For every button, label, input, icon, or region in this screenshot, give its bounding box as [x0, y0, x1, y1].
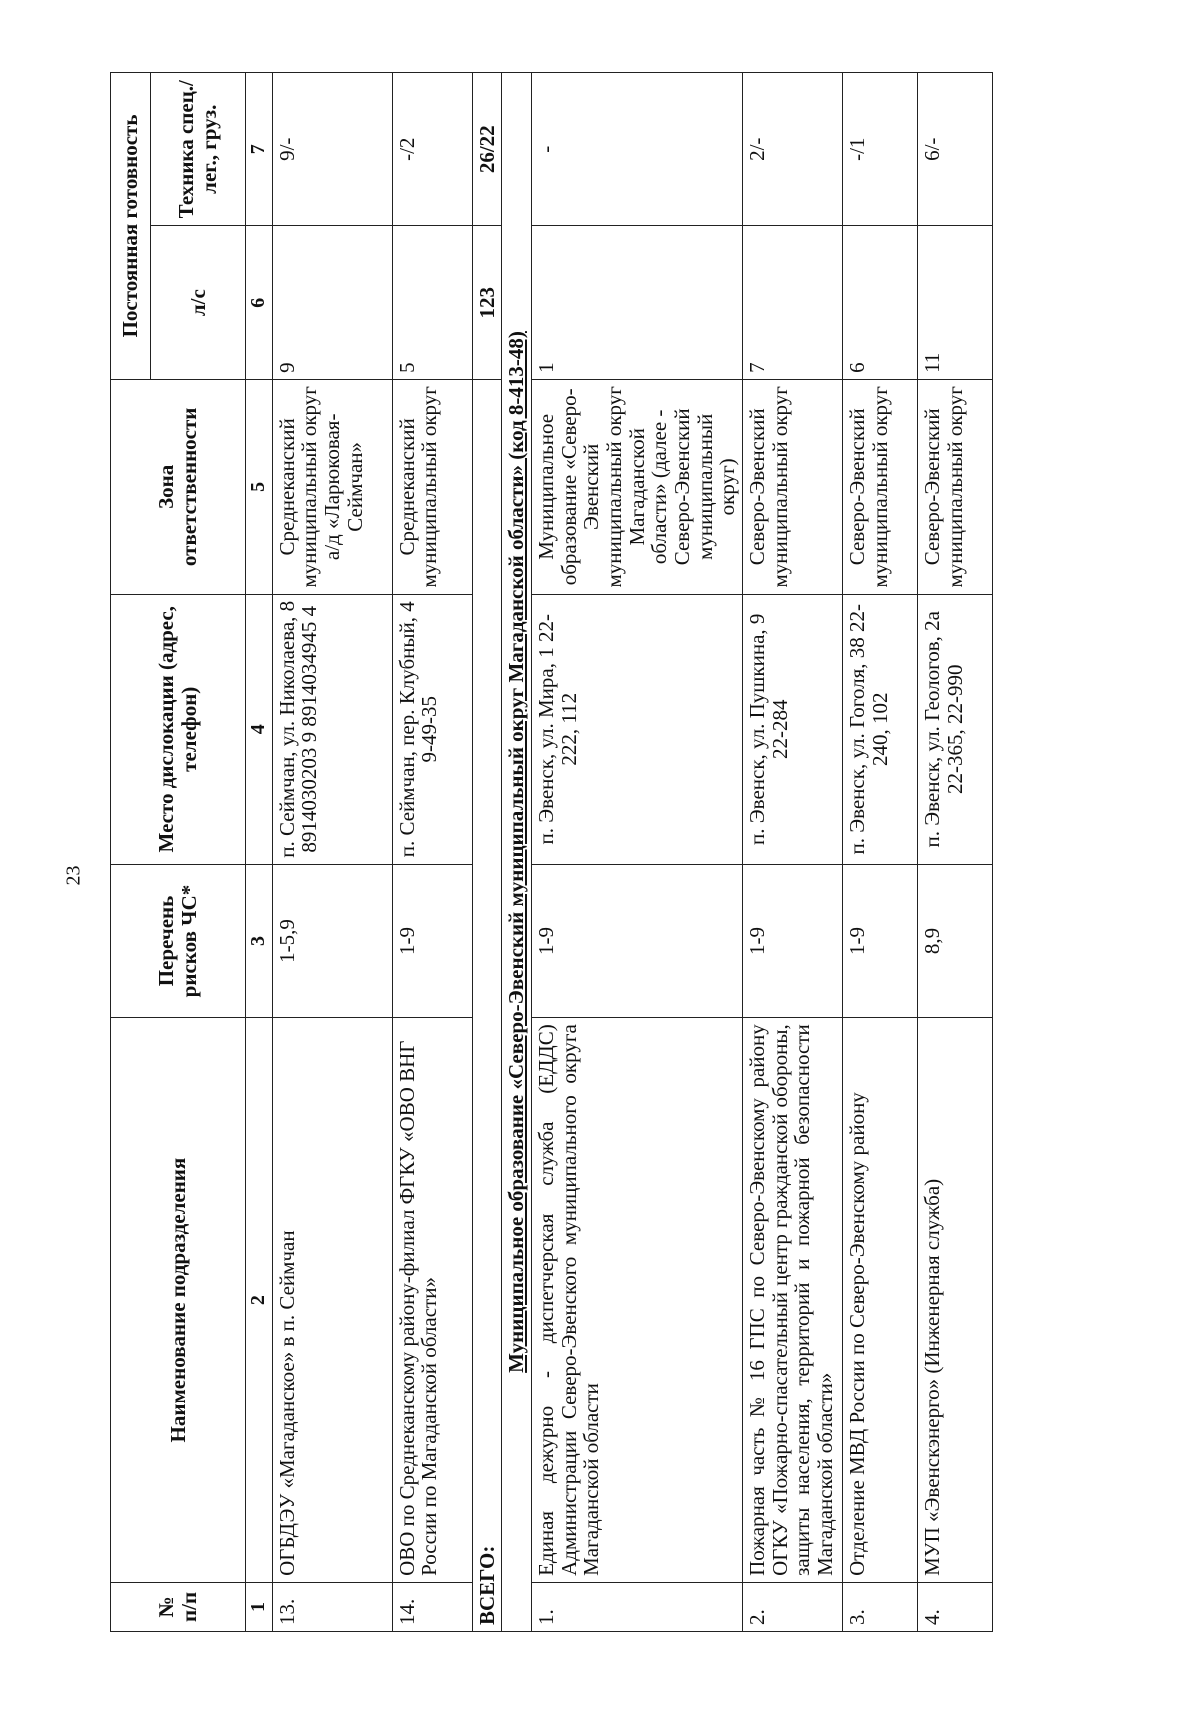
row-tech: -/2 [392, 73, 472, 226]
table-row [272, 73, 392, 1632]
header-num: № п/п [111, 1582, 246, 1631]
total-tech: 26/22 [472, 73, 502, 226]
row-tech: 2/- [742, 73, 842, 226]
row-staff: 9 [272, 226, 392, 379]
table-row [531, 73, 742, 1632]
header-zone: Зона ответственности [111, 379, 246, 594]
row-staff: 5 [392, 226, 472, 379]
row-num: 2. [742, 1582, 842, 1631]
row-tech: -/1 [842, 73, 917, 226]
row-name: ОВО по Среднеканскому району-филиал ФГКУ «ОВО ВНГ России по Магаданской области» [392, 1018, 472, 1583]
units-table [110, 72, 993, 1632]
total-row [472, 73, 502, 1632]
table-row [392, 73, 472, 1632]
section-title: Муниципальное образование «Северо-Эвенский муниципальный округ Магаданской области» (код 8-413-48) [502, 73, 532, 1632]
row-staff: 6 [842, 226, 917, 379]
row-risks: 1-9 [531, 864, 742, 1017]
header-row [111, 73, 151, 1632]
header-location: Место дислокации (адрес, телефон) [111, 594, 246, 864]
row-num: 4. [917, 1582, 992, 1631]
col-number: 1 [246, 1582, 273, 1631]
row-zone: Северо-Эвенский муниципальный округ [842, 379, 917, 594]
col-number: 3 [246, 864, 273, 1017]
col-number: 2 [246, 1018, 273, 1583]
row-risks: 1-9 [392, 864, 472, 1017]
row-zone: Северо-Эвенский муниципальный округ [742, 379, 842, 594]
row-location: п. Эвенск, ул. Мира, 1 22-222, 112 [531, 594, 742, 864]
total-label: ВСЕГО: [472, 379, 502, 1631]
col-number: 5 [246, 379, 273, 594]
row-staff: 11 [917, 226, 992, 379]
col-number: 4 [246, 594, 273, 864]
row-name: ОГБДЭУ «Магаданское» в п. Сеймчан [272, 1018, 392, 1583]
row-zone: Северо-Эвенский муниципальный округ [917, 379, 992, 594]
header-readiness: Постоянная готовность [111, 73, 151, 380]
header-tech: Техника спец./лег., груз. [151, 73, 246, 226]
col-number: 7 [246, 73, 273, 226]
row-num: 1. [531, 1582, 742, 1631]
table-row [917, 73, 992, 1632]
section-heading-row [502, 73, 532, 1632]
row-name: Единая дежурно - диспетчерская служба (ЕДДС) Администрации Северо-Эвенского муниципального округа Магаданской области [531, 1018, 742, 1583]
row-location: п. Эвенск, ул. Геологов, 2а 22-365, 22-990 [917, 594, 992, 864]
header-staff: л/с [151, 226, 246, 379]
column-numbers-row [246, 73, 273, 1632]
row-risks: 1-9 [742, 864, 842, 1017]
row-zone: Среднеканский муниципальный округ а/д «Ларюковая-Сеймчан» [272, 379, 392, 594]
page-number: 23 [62, 865, 85, 886]
row-num: 13. [272, 1582, 392, 1631]
rotated-page-content [110, 72, 1070, 1632]
row-staff: 1 [531, 226, 742, 379]
header-risks: Перечень рисков ЧС* [111, 864, 246, 1017]
row-name: МУП «Эвенскэнерго» (Инженерная служба) [917, 1018, 992, 1583]
row-tech: - [531, 73, 742, 226]
row-zone: Муниципальное образование «Северо-Эвенский муниципальный округ Магаданской области» (далее - Северо-Эвенский муниципальный округ) [531, 379, 742, 594]
row-tech: 9/- [272, 73, 392, 226]
row-zone: Среднеканский муниципальный округ [392, 379, 472, 594]
row-staff: 7 [742, 226, 842, 379]
row-risks: 1-9 [842, 864, 917, 1017]
header-name: Наименование подразделения [111, 1018, 246, 1583]
row-location: п. Сеймчан, пер. Клубный, 4 9-49-35 [392, 594, 472, 864]
row-location: п. Эвенск, ул. Пушкина, 9 22-284 [742, 594, 842, 864]
row-location: п. Сеймчан, ул. Николаева, 8 8914030203 9 8914034945 4 [272, 594, 392, 864]
row-num: 3. [842, 1582, 917, 1631]
col-number: 6 [246, 226, 273, 379]
row-num: 14. [392, 1582, 472, 1631]
row-name: Отделение МВД России по Северо-Эвенскому району [842, 1018, 917, 1583]
row-risks: 8,9 [917, 864, 992, 1017]
row-name: Пожарная часть № 16 ГПС по Северо-Эвенскому району ОГКУ «Пожарно-спасательный центр гражданской обороны, защиты населения, территорий и пожарной безопасности Магаданской области» [742, 1018, 842, 1583]
row-tech: 6/- [917, 73, 992, 226]
row-location: п. Эвенск, ул. Гоголя, 38 22-240, 102 [842, 594, 917, 864]
document-table-area [110, 72, 1070, 1632]
row-risks: 1-5,9 [272, 864, 392, 1017]
table-row [842, 73, 917, 1632]
total-staff: 123 [472, 226, 502, 379]
table-row [742, 73, 842, 1632]
